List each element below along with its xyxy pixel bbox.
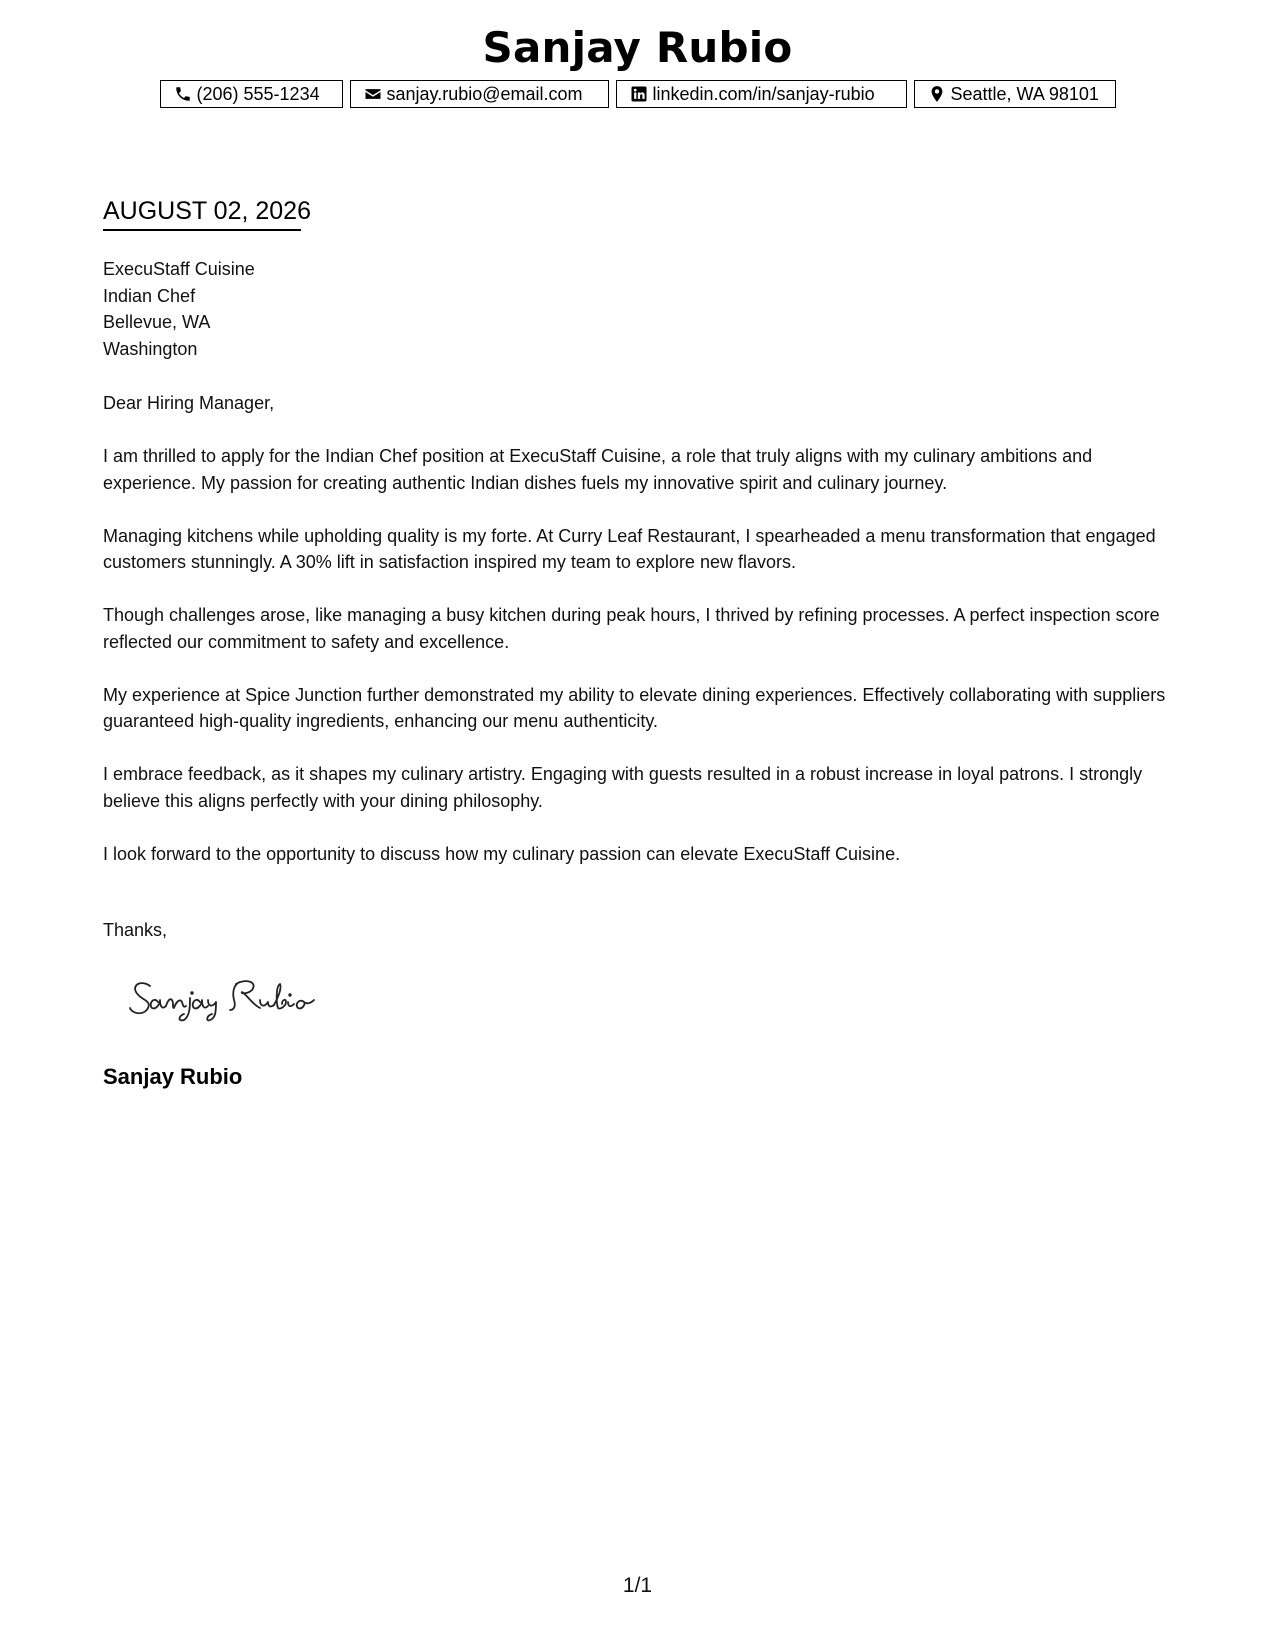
- contact-phone: [160, 80, 343, 108]
- page-number: 1/1: [622, 1574, 653, 1597]
- body-paragraph: Managing kitchens while upholding quality is my forte. At Curry Leaf Restaurant, I spearheaded a menu transformation that engaged customers stunningly. A 30% lift in satisfaction inspired my team to explore new flavors.: [103, 525, 1156, 572]
- map-pin-icon: [928, 85, 946, 103]
- location-text: Seattle, WA 98101: [950, 83, 1099, 104]
- body-paragraph: Though challenges arose, like managing a busy kitchen during peak hours, I thrived by refining processes. A perfect inspection score reflected our commitment to safety and excellence.: [103, 605, 1160, 652]
- recipient-city: Bellevue, WA: [103, 312, 211, 332]
- body-paragraph: I embrace feedback, as it shapes my culinary artistry. Engaging with guests resulted in a robust increase in loyal patrons. I strongly believe this aligns perfectly with your dining philosophy.: [103, 764, 1143, 811]
- phone-text: (206) 555-1234: [196, 83, 320, 104]
- body-paragraph: My experience at Spice Junction further demonstrated my ability to elevate dining experiences. Effectively collaborating with suppliers guaranteed high-quality ingredients, enhancing our menu authenticity.: [103, 684, 1166, 731]
- signer-name: Sanjay Rubio: [103, 1064, 243, 1089]
- recipient-state: Washington: [103, 338, 198, 359]
- contact-linkedin: [616, 80, 907, 108]
- recipient-block: [103, 256, 255, 362]
- contact-location: [914, 80, 1116, 108]
- letter-body: [103, 390, 1175, 894]
- contact-email: [350, 80, 609, 108]
- envelope-icon: [364, 85, 382, 103]
- handwritten-signature: [128, 970, 338, 1026]
- salutation: Dear Hiring Manager,: [103, 393, 275, 413]
- phone-icon: [174, 85, 192, 103]
- recipient-company: ExecuStaff Cuisine: [103, 259, 255, 279]
- closing: Thanks,: [103, 920, 168, 940]
- body-paragraph: I am thrilled to apply for the Indian Chef position at ExecuStaff Cuisine, a role that truly aligns with my culinary ambitions and experience. My passion for creating authentic Indian dishes fuels my innovative spirit and culinary journey.: [103, 446, 1093, 493]
- applicant-name-title: Sanjay Rubio: [482, 23, 793, 72]
- email-text: sanjay.rubio@email.com: [386, 83, 583, 104]
- body-paragraph: I look forward to the opportunity to discuss how my culinary passion can elevate ExecuStaff Cuisine.: [103, 843, 901, 864]
- contact-info-row: [0, 80, 1275, 108]
- linkedin-text: linkedin.com/in/sanjay-rubio: [652, 83, 875, 104]
- linkedin-icon: [630, 85, 648, 103]
- letter-date: AUGUST 02, 2026: [103, 193, 301, 231]
- recipient-position: Indian Chef: [103, 285, 196, 306]
